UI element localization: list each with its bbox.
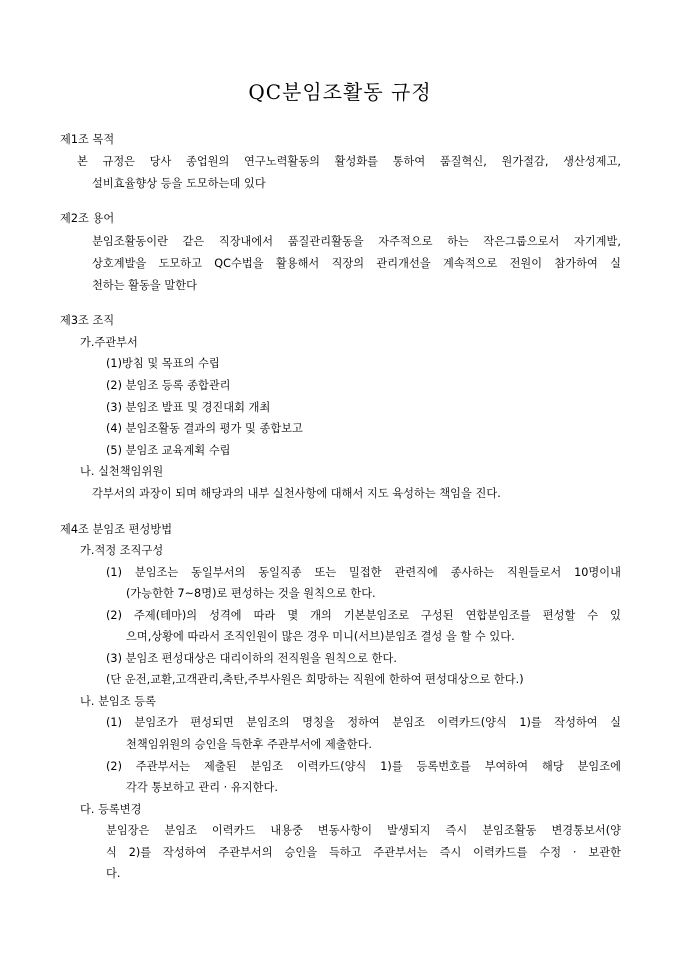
article-4-ga-item-2-line-1: (2) 주제(테마)의 성격에 따라 몇 개의 기본분임조로 구성된 연합분임조를 편성할 수 있 (106, 609, 621, 622)
article-3-item-2: (2) 분임조 등록 종합관리 (106, 379, 231, 392)
article-1-line-2: 설비효율향상 등을 도모하는데 있다 (92, 177, 266, 190)
article-3-item-3: (3) 분임조 발표 및 경진대회 개최 (106, 401, 271, 414)
article-4-da-line-3: 다. (106, 867, 121, 880)
article-3-section-na: 나. 실천책임위원 (80, 465, 164, 478)
article-4-ga-item-1-line-1: (1) 분임조는 동일부서의 동일직종 또는 밀접한 관련직에 종사하는 직원들로서 10명이내 (106, 566, 621, 579)
article-3-item-5: (5) 분임조 교육계획 수립 (106, 444, 231, 457)
article-1-heading: 제1조 목적 (60, 133, 115, 146)
article-2-heading: 제2조 용어 (60, 212, 115, 225)
article-4-na-item-2-line-2: 각각 통보하고 관리 · 유지한다. (126, 781, 278, 794)
article-3-heading: 제3조 조직 (60, 314, 115, 327)
article-4-da-line-2: 식 2)를 작성하여 주관부서의 승인을 득하고 주관부서는 즉시 이력카드를 수정 · 보관한 (106, 846, 621, 859)
article-4-ga-item-1-line-2: (가능한한 7~8명)로 편성하는 것을 원칙으로 한다. (126, 587, 376, 600)
article-4-section-da: 다. 등록변경 (80, 803, 142, 816)
article-3-section-ga: 가.주관부서 (80, 336, 138, 349)
article-4-na-item-1-line-2: 천책임위원의 승인을 득한후 주관부서에 제출한다. (126, 738, 373, 751)
article-4-heading: 제4조 분임조 편성방법 (60, 523, 173, 536)
document-title: QC분임조활동 규정 (248, 80, 432, 104)
article-2-line-2: 상호계발을 도모하고 QC수법을 활용해서 직장의 관리개선을 계속적으로 전원이 참가하여 실 (92, 257, 621, 270)
article-4-ga-note: (단 운전,교환,고객관리,축탄,주부사원은 희망하는 직원에 한하여 편성대상으로 한다.) (106, 673, 524, 686)
article-3-item-4: (4) 분임조활동 결과의 평가 및 종합보고 (106, 422, 303, 435)
article-3-item-1: (1)방침 및 목표의 수립 (106, 357, 220, 370)
article-2-line-3: 천하는 활동을 말한다 (92, 279, 197, 292)
article-4-section-na: 나. 분임조 등록 (80, 695, 156, 708)
article-1-line-1: 본 규정은 당사 종업원의 연구노력활동의 활성화를 통하여 품질혁신, 원가절감, 생산성제고, (77, 155, 621, 168)
article-3-section-na-text: 각부서의 과장이 되며 해당과의 내부 실천사항에 대해서 지도 육성하는 책임을 진다. (92, 487, 501, 500)
article-4-da-line-1: 분임장은 분임조 이력카드 내용중 변동사항이 발생되지 즉시 분임조활동 변경통보서(양 (106, 824, 621, 837)
article-4-na-item-2-line-1: (2) 주관부서는 제출된 분임조 이력카드(양식 1)를 등록번호를 부여하여 해당 분임조에 (106, 760, 621, 773)
article-4-ga-item-2-line-2: 으며,상황에 따라서 조직인원이 많은 경우 미니(서브)분임조 결성 을 할 수 있다. (126, 630, 515, 643)
article-4-na-item-1-line-1: (1) 분임조가 편성되면 분임조의 명칭을 정하여 분임조 이력카드(양식 1)를 작성하여 실 (106, 716, 621, 729)
article-4-ga-item-3: (3) 분임조 편성대상은 대리이하의 전직원을 원칙으로 한다. (106, 652, 397, 665)
article-2-line-1: 분임조활동이란 같은 직장내에서 품질관리활동을 자주적으로 하는 작은그룹으로서 자기계발, (92, 235, 621, 248)
article-4-section-ga: 가.적정 조직구성 (80, 544, 164, 557)
